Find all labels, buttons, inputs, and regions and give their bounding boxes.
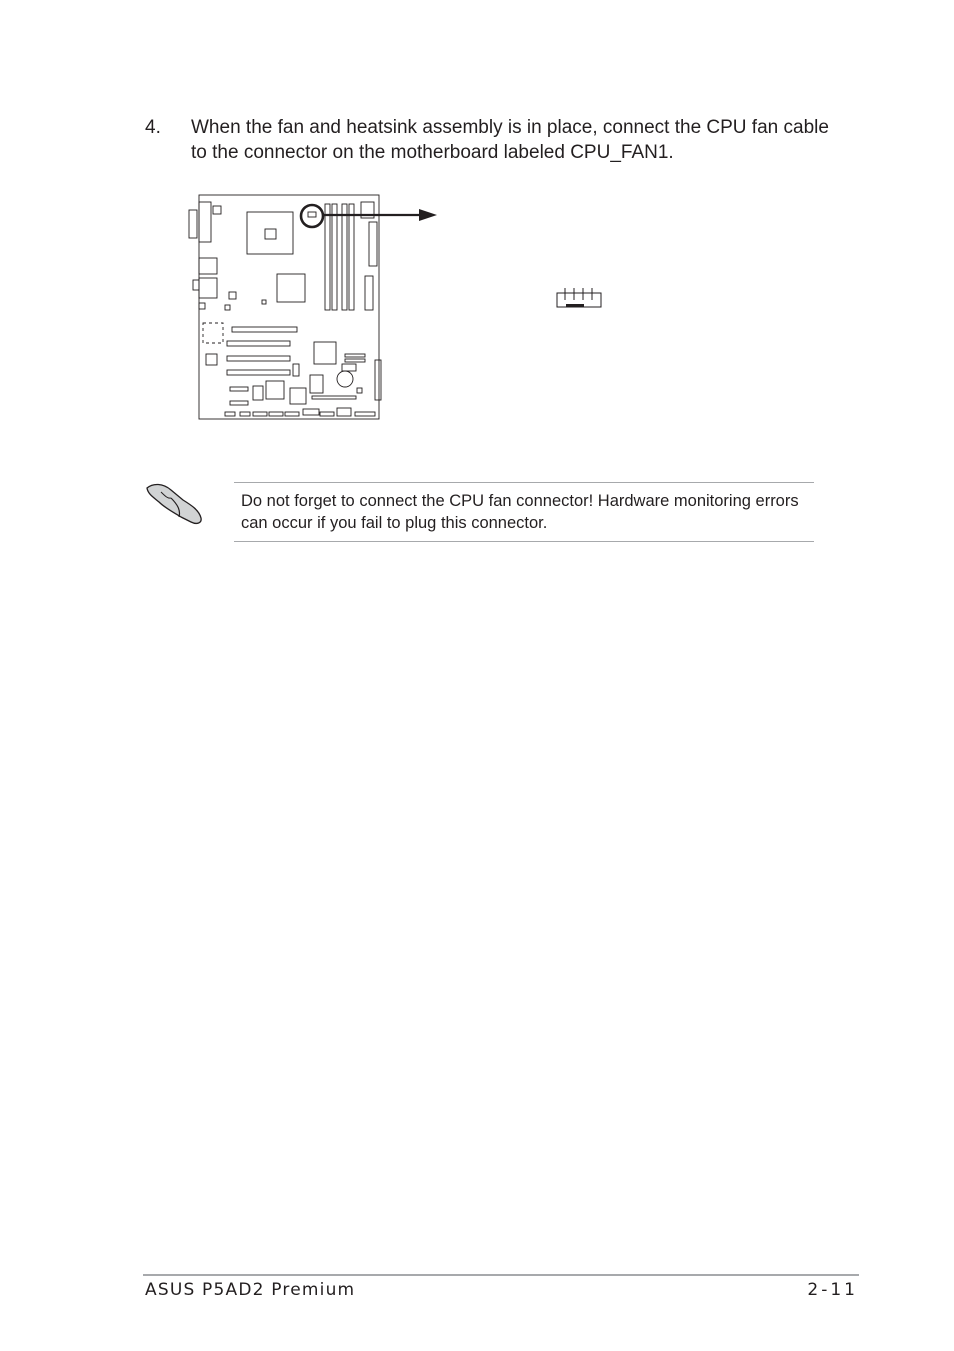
- pointer-arrowhead: [419, 209, 437, 221]
- cpu-fan-connector-diagram: [550, 282, 610, 316]
- pointing-hand-icon: [143, 478, 205, 528]
- board-outline: [199, 195, 379, 419]
- footer-page-number: 2-11: [807, 1280, 858, 1300]
- footer-rule: [143, 1274, 859, 1276]
- cpu-fan-highlight-circle: [301, 205, 323, 227]
- note-box: [234, 482, 814, 542]
- footer-product-name: ASUS P5AD2 Premium: [145, 1280, 356, 1300]
- motherboard-layout-diagram: [185, 190, 445, 425]
- cpu-socket: [247, 212, 293, 254]
- step-number: 4.: [145, 117, 161, 138]
- note-text: Do not forget to connect the CPU fan connector! Hardware monitoring errors can occur if you fail to plug this connector.: [241, 492, 799, 532]
- step-text: When the fan and heatsink assembly is in place, connect the CPU fan cable to the connector on the motherboard labeled CPU_FAN1.: [191, 117, 829, 163]
- cpu-fan-header: [308, 212, 316, 217]
